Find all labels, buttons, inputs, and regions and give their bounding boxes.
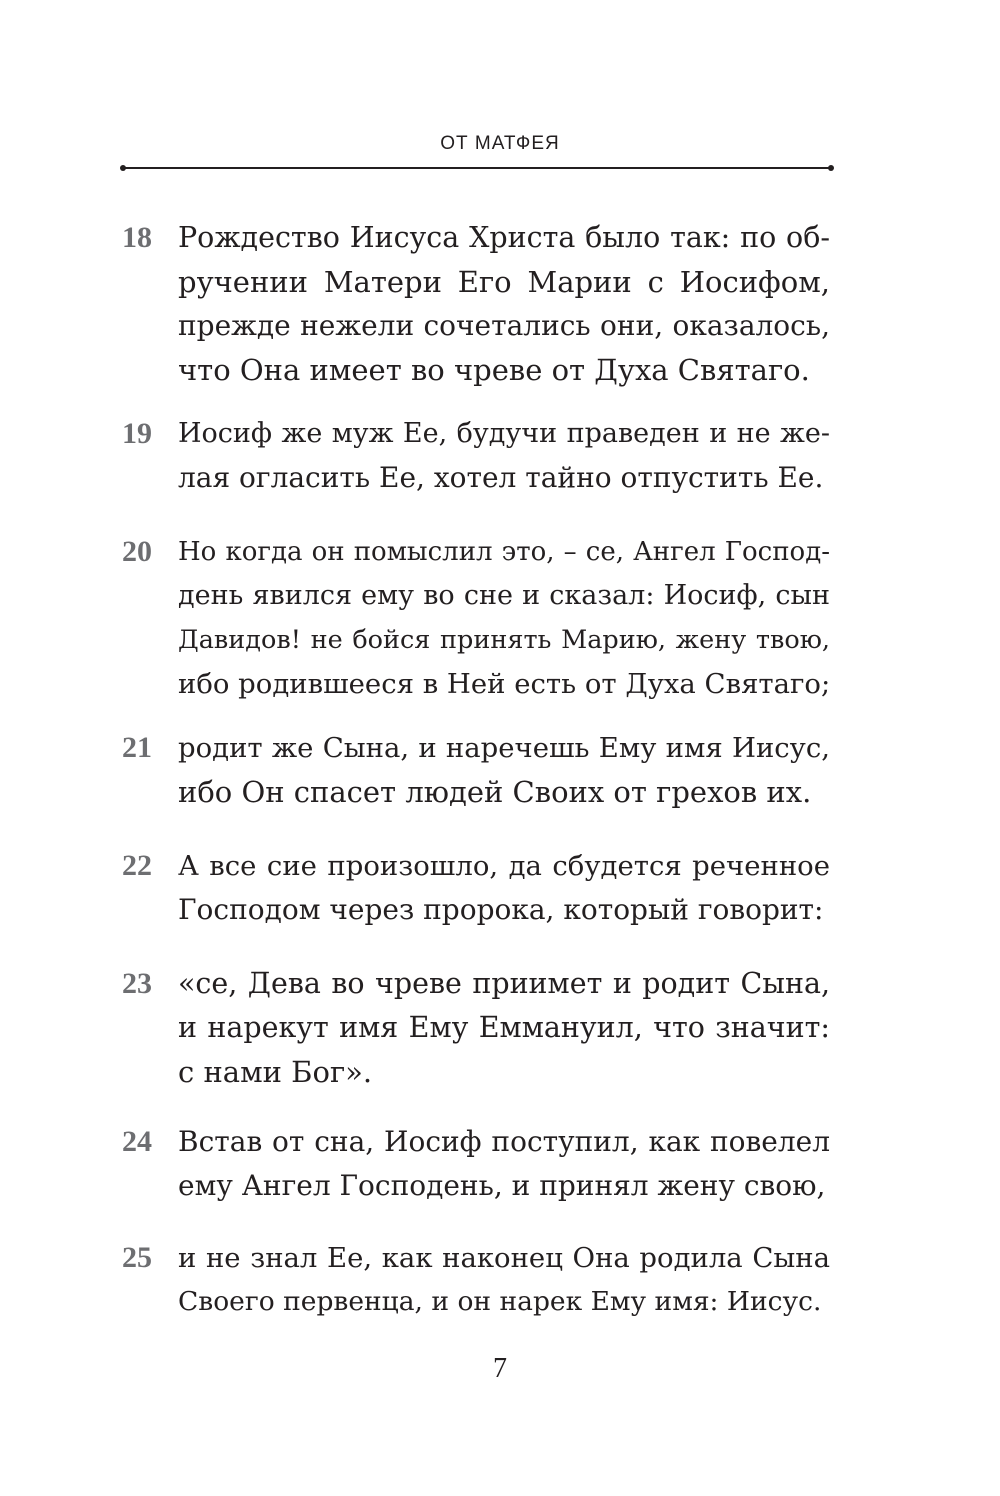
verse-line: «се, Дева во чреве приимет и родит Сына, [178,967,830,1000]
rule-end-dot [828,165,834,171]
verse-text [178,962,830,1094]
verse-number: 22 [122,849,152,882]
verse-line: ему Ангел Господень, и принял жену свою, [178,1169,826,1202]
verse-line: ручении Матери Его Марии с Иосифом, [178,265,830,299]
verse-text [178,1236,830,1324]
header-rule [123,167,831,169]
verse-line: Своего первенца, и он нарек Ему имя: Иисус. [178,1286,822,1317]
verse-line: Рождество Иисуса Христа было так: по об- [178,221,830,254]
verse-text [178,1120,830,1208]
verse-line: Встав от сна, Иосиф поступил, как повелел [178,1125,830,1158]
verse-text [178,216,830,392]
verse-line: Господом через пророка, который говорит: [178,893,824,926]
verse-line: ибо Он спасет людей Своих от грехов их. [178,775,812,809]
verse-line: и нарекут имя Ему Еммануил, что значит: [178,1011,830,1044]
verse-line: что Она имеет во чреве от Духа Святаго. [178,353,810,387]
verse-line: и не знал Ее, как наконец Она родила Сына [178,1242,830,1274]
rule-end-dot [120,165,126,171]
verse-line: с нами Бог». [178,1055,373,1089]
verse-number: 23 [122,967,152,1000]
page-number: 7 [493,1353,507,1384]
verse-number: 21 [122,731,152,764]
verse-line: день явился ему во сне и сказал: Иосиф, сын [178,580,830,611]
verse-line: Иосиф же муж Ее, будучи праведен и не же- [178,418,830,449]
verse-number: 18 [122,221,152,254]
verse-text [178,844,830,932]
verse-text [178,530,830,706]
verse-line: ибо родившееся в Ней есть от Духа Святаго; [178,668,831,700]
verse-text [178,412,830,500]
verse-line: Но когда он помыслил это, – се, Ангел Господ- [178,537,830,567]
verse-line: родит же Сына, и наречешь Ему имя Иисус, [178,732,830,764]
verse-line: прежде нежели сочетались они, оказалось, [178,309,830,342]
verse-line: А все сие произошло, да сбудется реченное [178,850,830,882]
verse-number: 25 [122,1241,152,1274]
verse-text [178,726,830,814]
verse-line: лая огласить Ее, хотел тайно отпустить Ее. [178,461,824,494]
verse-number: 19 [122,417,152,450]
verse-line: Давидов! не бойся принять Марию, жену твою, [178,625,830,655]
running-title: ОТ МАТФЕЯ [440,133,560,154]
verse-number: 20 [122,535,152,568]
verse-number: 24 [122,1125,152,1158]
